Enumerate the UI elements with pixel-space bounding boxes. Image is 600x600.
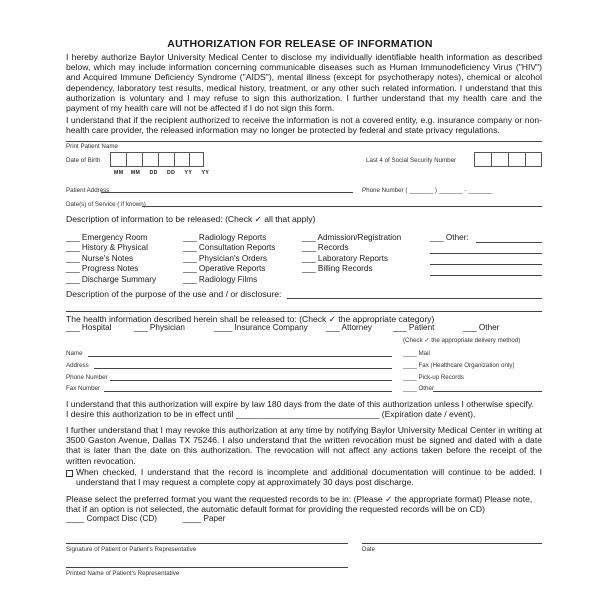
delivery-other-line[interactable] [433,391,542,392]
other-line[interactable] [430,275,542,276]
incomplete-paragraph: When checked, I understand that the record is incomplete and additional documentation will continue to be added. I understand that I may request a complete copy at approximately 30 days post discharge. [76,467,542,488]
info-item[interactable]: ___ Emergency Room [66,233,148,242]
dob-boxes[interactable] [110,152,204,167]
address-label: Patient Address [66,187,110,194]
info-item[interactable]: ___ Other: [430,233,469,242]
recipient-phone-label: Phone Number [66,374,108,381]
format-paper-option[interactable]: ____ Paper [183,514,226,523]
dates-of-service-label: Date(s) of Service ( if known) [66,201,146,208]
dob-part: YY [184,170,193,176]
released-option[interactable]: ___ Physician [134,323,185,332]
other-line[interactable] [430,253,542,254]
purpose-line[interactable] [287,298,542,299]
expiry-text-2 [66,409,475,419]
date-line[interactable] [362,543,542,544]
purpose-label: Description of the purpose of the use and / or disclosure: [66,289,282,299]
delivery-other[interactable]: ____ Other [403,385,434,392]
recipient-fax-label: Fax Number [66,385,101,392]
released-option[interactable]: ___ Attorney [326,323,372,332]
info-item[interactable]: ___ Operative Reports [183,264,266,274]
info-item[interactable]: ___ Radiology Films [183,274,258,284]
info-col-3[interactable] [302,233,401,275]
info-item[interactable]: ___ History & Physical [66,243,148,253]
released-option[interactable]: ___ Hospital [66,323,112,332]
phone-label: Phone Number ( _______ ) _______ - _______ [362,187,493,194]
other-line[interactable] [430,264,542,265]
intro-paragraph: I hereby authorize Baylor University Medical Center to disclose my individually identifiable health information as described below, which may include information concerning communicable diseases such as Human Immunodeficiency Virus ("HIV") and Acquired Immune Deficiency Syndrome ("AIDS"), mental illness (except for psychotherapy notes), chemical or alcohol dependency, laboratory test results, medical history, treatment, or any other such related information. I understand that this authorization is voluntary and I may refuse to sign this authorization. I further understand that my health care and the payment of my health care will not be affected if I do not sign this form. [66,52,542,114]
dob-part: YY [201,170,210,176]
recipient-notice: I understand that if the recipient authorized to receive the information is not a covered entity, e.g. insurance company or non-health care provider, the released information may no longer be protected by federal and state privacy regulations. [66,115,542,136]
info-heading: Description of information to be released: (Check ✓ all that apply) [66,214,316,224]
dob-part: DD [149,170,158,176]
info-item[interactable]: ___ Radiology Reports [183,233,267,242]
recipient-fax-line[interactable] [104,391,392,392]
format-text-2: that if an option is not selected, the automatic default format for providing the requested records will be on CD) [66,504,485,514]
expiry-lead: I desire this authorization to be in effect until [66,409,234,419]
expiry-text-1: I understand that this authorization will expire by law 180 days from the date of this authorization unless I otherwise specify. [66,399,534,409]
info-item[interactable]: ___ Billing Records [302,264,373,274]
released-option[interactable]: ___ Other [463,323,500,332]
dob-part: MM [130,170,141,176]
ssn-label: Last 4 of Social Security Number [366,157,457,164]
info-item[interactable]: ___ Laboratory Reports [302,253,389,263]
info-item[interactable]: ___ Discharge Summary [66,274,157,284]
dates-of-service-line[interactable] [142,206,542,207]
printed-name-label: Printed Name of Patient's Representative [66,570,180,577]
signature-label: Signature of Patient or Patient's Representative [66,546,197,553]
delivery-fax[interactable]: ____ Fax (Healthcare Organization only) [403,362,515,369]
print-name-line[interactable] [66,141,542,142]
info-item[interactable]: ___ Consultation Reports [183,243,276,253]
recipient-name-label: Name [66,350,83,357]
expiry-tail: (Expiration date / event). [381,409,476,419]
released-to-heading: The health information described herein shall be released to: (Check ✓ the appropriate category) [66,314,435,324]
date-label: Date [362,546,376,553]
info-item[interactable]: ___ Progress Notes [66,264,139,274]
info-item[interactable]: ___ Records [302,243,349,253]
signature-line[interactable] [66,543,348,544]
info-item[interactable]: ___ Physician's Orders [183,253,267,263]
delivery-mail[interactable]: ____ Mail [403,350,430,357]
delivery-pickup[interactable]: ____ Pick-up Records [403,374,464,381]
form-title: AUTHORIZATION FOR RELEASE OF INFORMATION [167,38,433,50]
recipient-name-line[interactable] [88,356,392,357]
released-option[interactable]: ____ Insurance Company [214,323,308,332]
info-col-2[interactable] [183,233,275,285]
revocation-paragraph: I further understand that I may revoke this authorization at any time by notifying Baylor University Medical Center in writing at 3500 Gaston Avenue, Dallas TX 75246. I also understand that the written revocation must be signed and dated with a date that is later than the date on this authorization. The revocation will not affect any actions taken before the receipt of the written revocation. [66,425,542,466]
address-line[interactable] [101,192,353,193]
printed-name-line[interactable] [66,567,348,568]
recipient-phone-line[interactable] [110,380,392,381]
info-item[interactable]: ___ Nurse's Notes [66,253,134,263]
purpose-line[interactable] [66,311,542,312]
format-cd-option[interactable]: ____ Compact Disc (CD) [66,514,157,523]
ssn-boxes[interactable] [474,152,542,167]
format-text-1: Please select the preferred format you want the requested records to be in: (Please ✓ the appropriate format) Please note, [66,494,533,504]
info-col-4[interactable] [430,233,469,242]
dob-part: MM [114,170,124,176]
info-col-1[interactable] [66,233,156,285]
released-option[interactable]: ___ Patient [393,323,435,332]
recipient-address-line[interactable] [94,368,392,369]
incomplete-checkbox[interactable] [66,470,73,477]
dob-part: DD [167,170,176,176]
other-line[interactable] [476,242,542,243]
expiry-field[interactable]: ______________________________ [235,409,380,419]
info-item[interactable]: ___ Admission/Registration [302,233,402,242]
recipient-address-label: Address [66,362,89,369]
print-name-label: Print Patient Name [66,143,118,150]
delivery-note: (Check ✓ the appropriate delivery method) [403,337,521,344]
dob-label: Date of Birth [66,157,101,164]
